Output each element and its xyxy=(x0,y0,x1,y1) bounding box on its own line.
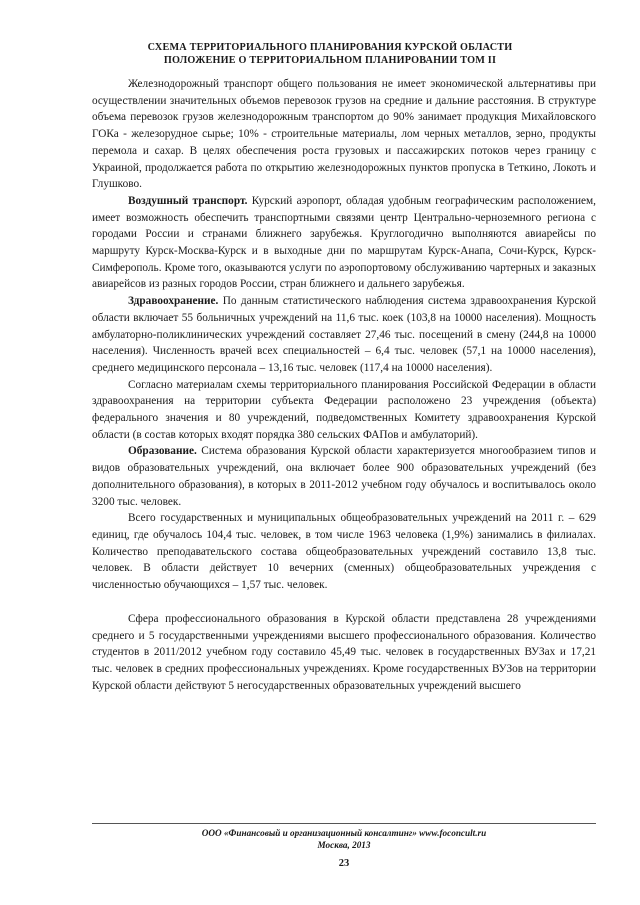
paragraph-text: Система образования Курской области характеризуется многообразием типов и видов образовательных учреждений, она включает более 900 образовательных учреждений (без дополнительного образования), в которых в 2011-2012 учебном году обучалось и воспитывалось около 3200 тыс. человек. xyxy=(92,445,596,508)
paragraph-lead: Воздушный транспорт. xyxy=(128,194,248,207)
footer-company-line: ООО «Финансовый и организационный консалтинг» www.foconcult.ru xyxy=(201,828,487,838)
page-number: 23 xyxy=(338,858,350,869)
document-footer xyxy=(92,828,596,851)
paragraph-text: Всего государственных и муниципальных общеобразовательных учреждений на 2011 г. – 629 единиц, где обучалось 104,4 тыс. человек, в том числе 1963 человека (1,9%) занимались в филиалах. Количество преподавательского состава общеобразовательных учреждений составило 13,8 тыс. человек. В области действует 10 вечерних (сменных) общеобразовательных учреждения с численностью обучающихся – 1,57 тыс. человек. xyxy=(92,512,596,592)
paragraph-lead: Образование. xyxy=(128,445,197,458)
document-body xyxy=(92,76,596,694)
paragraph-text: Железнодорожный транспорт общего пользования не имеет экономической альтернативы при осуществлении значительных объемов перевозок грузов на средние и дальние расстояния. В структуре объема перевозок грузов железнодорожным транспортом до 90% занимает продукция Михайловского ГОКа - железорудное сырье; 10% - строительные материалы, лом черных металлов, зерно, продукты перемола и сахар. В целях обеспечения роста грузовых и пассажирских потоков через границу с Украиной, продолжается работа по открытию железнодорожных пунктов пропуска в Теткино, Локоть и Глушково. xyxy=(92,78,596,191)
paragraph-text: По данным статистического наблюдения система здравоохранения Курской области включает 55 больничных учреждений на 11,6 тыс. коек (103,8 на 10000 населения). Мощность амбулаторно-поликлинических учреждений составляет 27,46 тыс. посещений в смену (244,8 на 10000 населения). Численность врачей всех специальностей – 6,4 тыс. человек (57,1 на 10000 населения), среднего медицинского персонала – 13,16 тыс. человек (117,4 на 10000 населения). xyxy=(92,295,596,374)
header-subtitle-line: ПОЛОЖЕНИЕ О ТЕРРИТОРИАЛЬНОМ ПЛАНИРОВАНИИ ТОМ II xyxy=(163,55,497,66)
paragraph-healthcare xyxy=(92,293,596,377)
paragraph-text: Согласно материалам схемы территориального планирования Российской Федерации в области здравоохранения на территории субъекта Федерации расположено 23 учреждения (объекта) федерального значения и 80 учреждений, подведомственных Комитету здравоохранения Курской области (в состав которых входят порядка 380 сельских ФАПов и амбулаторий). xyxy=(92,378,596,441)
document-header xyxy=(80,41,580,67)
paragraph-text: Сфера профессионального образования в Курской области представлена 28 учреждениями среднего и 5 государственными учреждениями высшего профессионального образования. Количество студентов в 2011/2012 учебном году составило 45,49 тыс. человек в государственных ВУЗах и 17,21 тыс. человек в средних профессиональных учреждениях. Кроме государственных ВУЗов на территории Курской области действуют 5 негосударственных образовательных учреждений высшего xyxy=(92,612,596,692)
paragraph-professional-education xyxy=(92,611,596,695)
paragraph-railway xyxy=(92,76,596,193)
paragraph-education xyxy=(92,443,596,510)
paragraph-healthcare-federal xyxy=(92,377,596,444)
paragraph-general-schools xyxy=(92,510,596,594)
paragraph-air-transport xyxy=(92,193,596,293)
paragraph-text: Курский аэропорт, обладая удобным географическим расположением, имеет возможность обеспечить транспортными связями центр Центрально-черноземного региона с городами России и странами ближнего зарубежья. Круглогодично выполняются авиарейсы по маршруту Курск-Москва-Курск и в выходные дни по маршрутам Курск-Анапа, Сочи-Курск, Курск-Симферополь. Кроме того, оказываются услуги по аэропортовому обслуживанию чартерных и заказных авиарейсов из разных городов России, стран ближнего и дальнего зарубежья. xyxy=(92,194,596,291)
footer-city-year-line: Москва, 2013 xyxy=(317,839,371,850)
paragraph-lead: Здравоохранение. xyxy=(128,295,219,308)
header-title-line: СХЕМА ТЕРРИТОРИАЛЬНОГО ПЛАНИРОВАНИЯ КУРСКОЙ ОБЛАСТИ xyxy=(147,42,513,53)
footer-divider xyxy=(92,823,596,824)
